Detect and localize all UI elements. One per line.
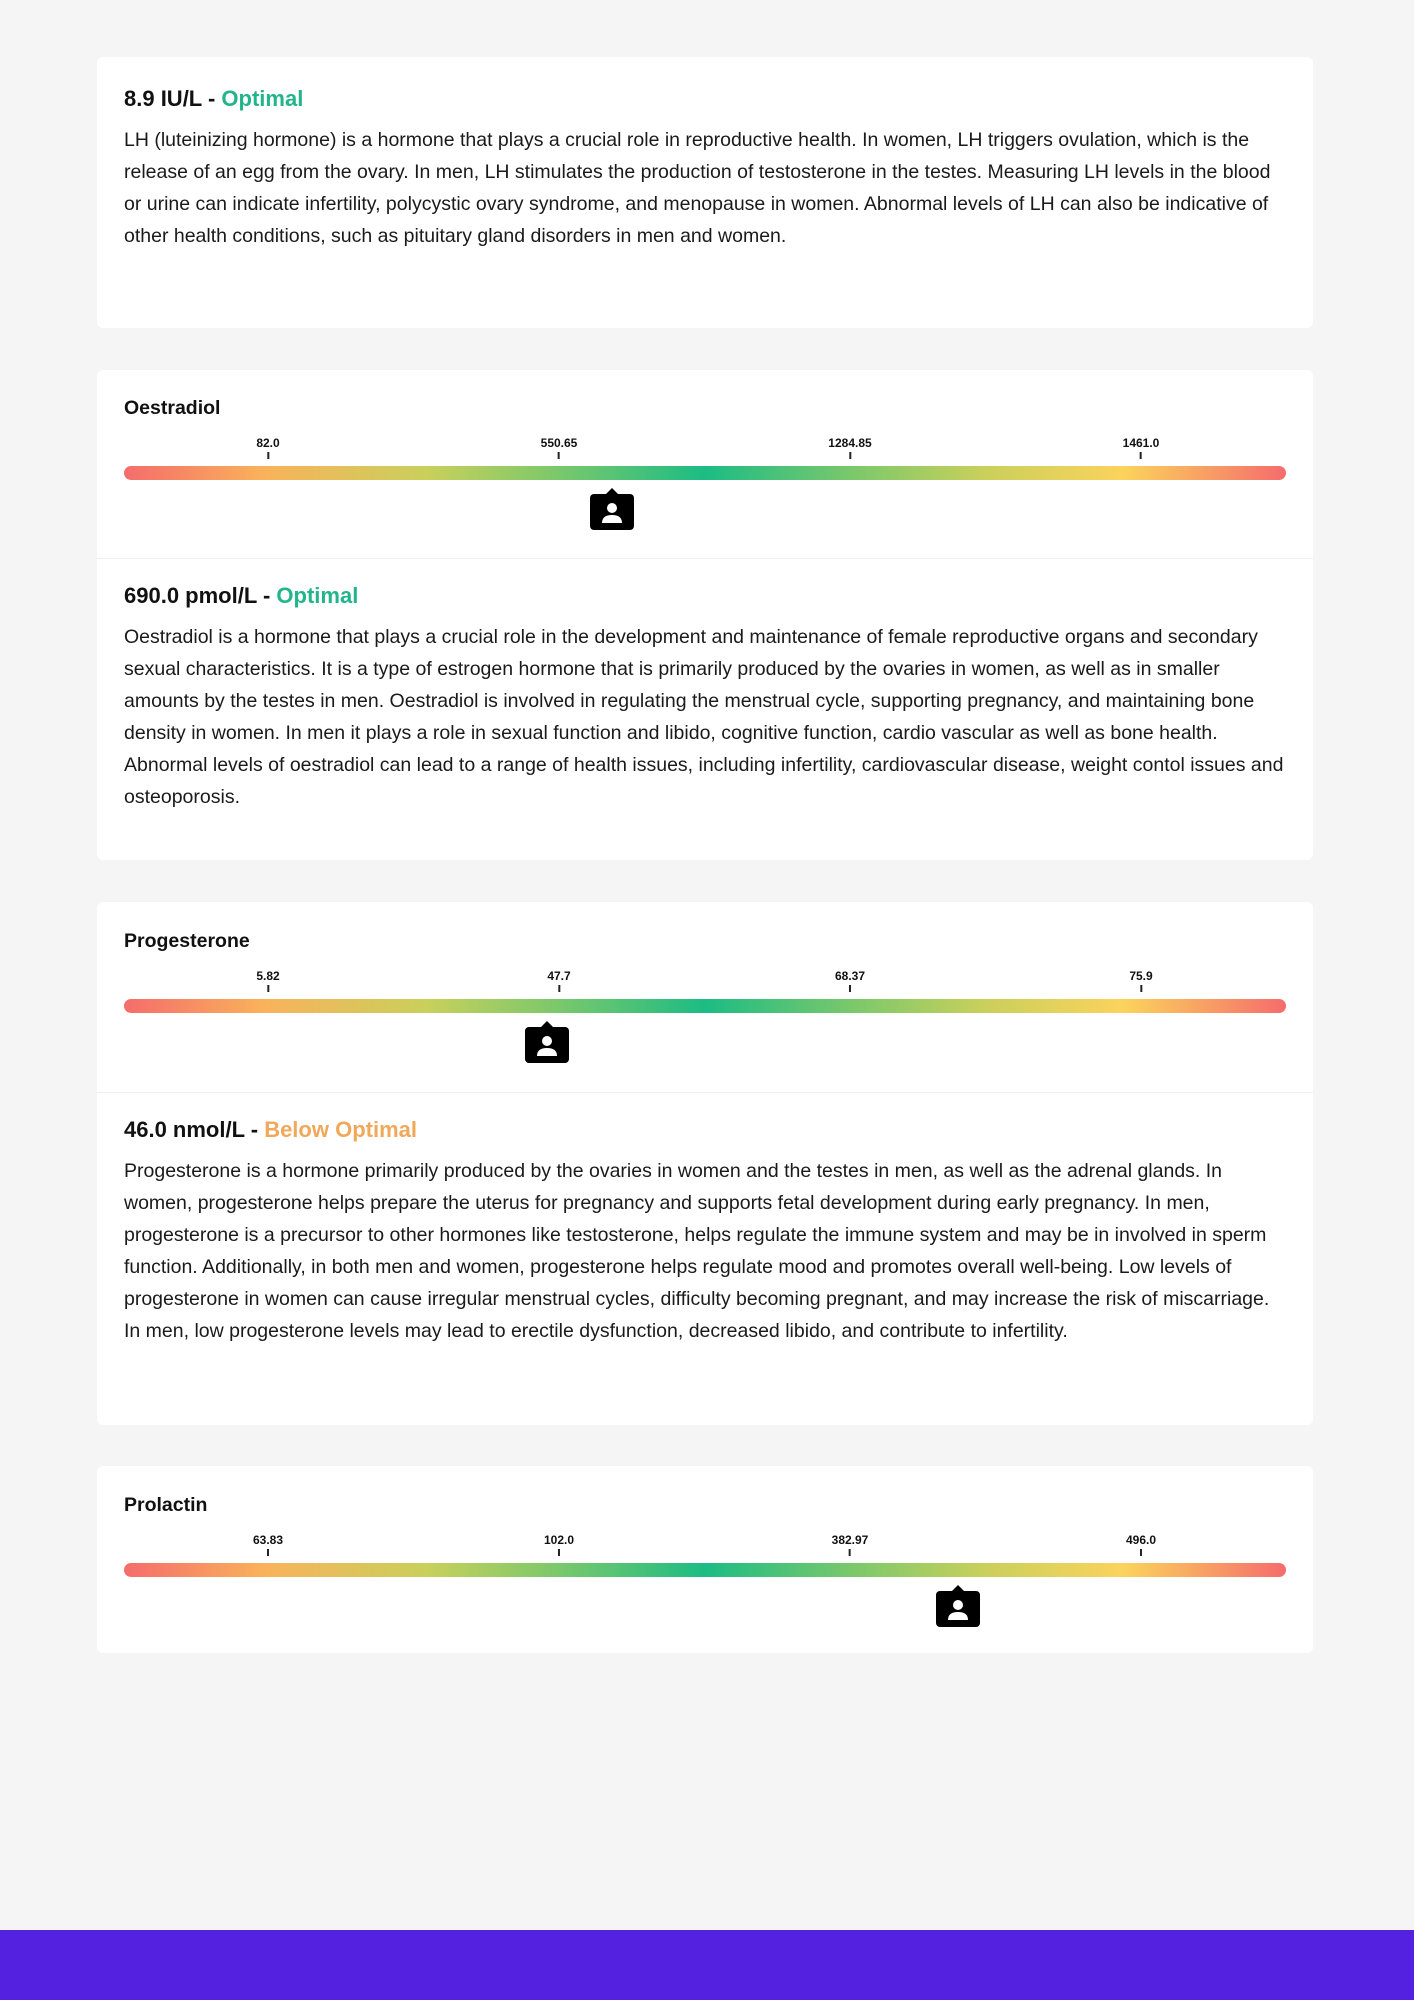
prolactin-tick-2: 102.0 xyxy=(544,1533,574,1556)
oestradiol-tick-2: 550.65 xyxy=(541,436,578,459)
user-badge-icon xyxy=(936,1585,980,1627)
progesterone-tick-4: 75.9 xyxy=(1129,969,1152,992)
prolactin-scale xyxy=(97,1533,1313,1643)
lh-value-text: 8.9 IU/L - xyxy=(124,86,222,111)
prolactin-tick-1: 63.83 xyxy=(253,1533,283,1556)
progesterone-value xyxy=(124,1117,1286,1143)
user-badge-icon xyxy=(525,1021,569,1063)
oestradiol-card xyxy=(97,370,1313,860)
prolactin-title: Prolactin xyxy=(124,1494,208,1516)
progesterone-card xyxy=(97,902,1313,1425)
progesterone-tick-1: 5.82 xyxy=(256,969,279,992)
oestradiol-value-text: 690.0 pmol/L - xyxy=(124,583,277,608)
oestradiol-tick-1: 82.0 xyxy=(256,436,279,459)
footer-bar xyxy=(0,1930,1414,2000)
oestradiol-status: Optimal xyxy=(276,583,359,608)
lh-description: LH (luteinizing hormone) is a hormone that plays a crucial role in reproductive health. In women, LH triggers ovulation, which is the release of an egg from the ovary. In men, LH stimulates the production of testosterone in the testes. Measuring LH levels in the blood or urine can indicate infertility, polycystic ovary syndrome, and menopause in women. Abnormal levels of LH can also be indicative of other health conditions, such as pituitary gland disorders in men and women. xyxy=(124,129,1271,247)
prolactin-tick-4: 496.0 xyxy=(1126,1533,1156,1556)
prolactin-range-bar xyxy=(124,1563,1286,1577)
oestradiol-scale xyxy=(97,436,1313,546)
progesterone-status: Below Optimal xyxy=(264,1117,417,1142)
progesterone-value-text: 46.0 nmol/L - xyxy=(124,1117,265,1142)
oestradiol-value xyxy=(124,583,1286,609)
progesterone-description: Progesterone is a hormone primarily produced by the ovaries in women and the testes in men, as well as the adrenal glands. In women, progesterone helps prepare the uterus for pregnancy and supports fetal development during early pregnancy. In men, progesterone is a precursor to other hormones like testosterone, helps regulate the immune system and may be in involved in sperm function. Additionally, in both men and women, progesterone helps regulate mood and promotes overall well-being. Low levels of progesterone in women can cause irregular menstrual cycles, difficulty becoming pregnant, and may increase the risk of miscarriage. In men, low progesterone levels may lead to erectile dysfunction, decreased libido, and contribute to infertility. xyxy=(124,1160,1270,1342)
oestradiol-title: Oestradiol xyxy=(124,397,221,419)
progesterone-scale xyxy=(97,969,1313,1079)
lh-status: Optimal xyxy=(221,86,304,111)
user-badge-icon xyxy=(590,488,634,530)
progesterone-tick-3: 68.37 xyxy=(835,969,865,992)
progesterone-range-bar xyxy=(124,999,1286,1013)
oestradiol-tick-3: 1284.85 xyxy=(828,436,871,459)
lh-value xyxy=(124,86,1286,112)
oestradiol-range-bar xyxy=(124,466,1286,480)
prolactin-tick-3: 382.97 xyxy=(832,1533,869,1556)
progesterone-tick-2: 47.7 xyxy=(547,969,570,992)
oestradiol-description: Oestradiol is a hormone that plays a crucial role in the development and maintenance of female reproductive organs and secondary sexual characteristics. It is a type of estrogen hormone that is primarily produced by the ovaries in women, as well as in smaller amounts by the testes in men. Oestradiol is involved in regulating the menstrual cycle, supporting pregnancy, and maintaining bone density in women. In men it plays a role in sexual function and libido, cognitive function, cardio vascular as well as bone health. Abnormal levels of oestradiol can lead to a range of health issues, including infertility, cardiovascular disease, weight contol issues and osteoporosis. xyxy=(124,626,1284,808)
prolactin-card xyxy=(97,1466,1313,1653)
progesterone-title: Progesterone xyxy=(124,930,250,952)
oestradiol-tick-4: 1461.0 xyxy=(1123,436,1160,459)
lh-card xyxy=(97,57,1313,328)
